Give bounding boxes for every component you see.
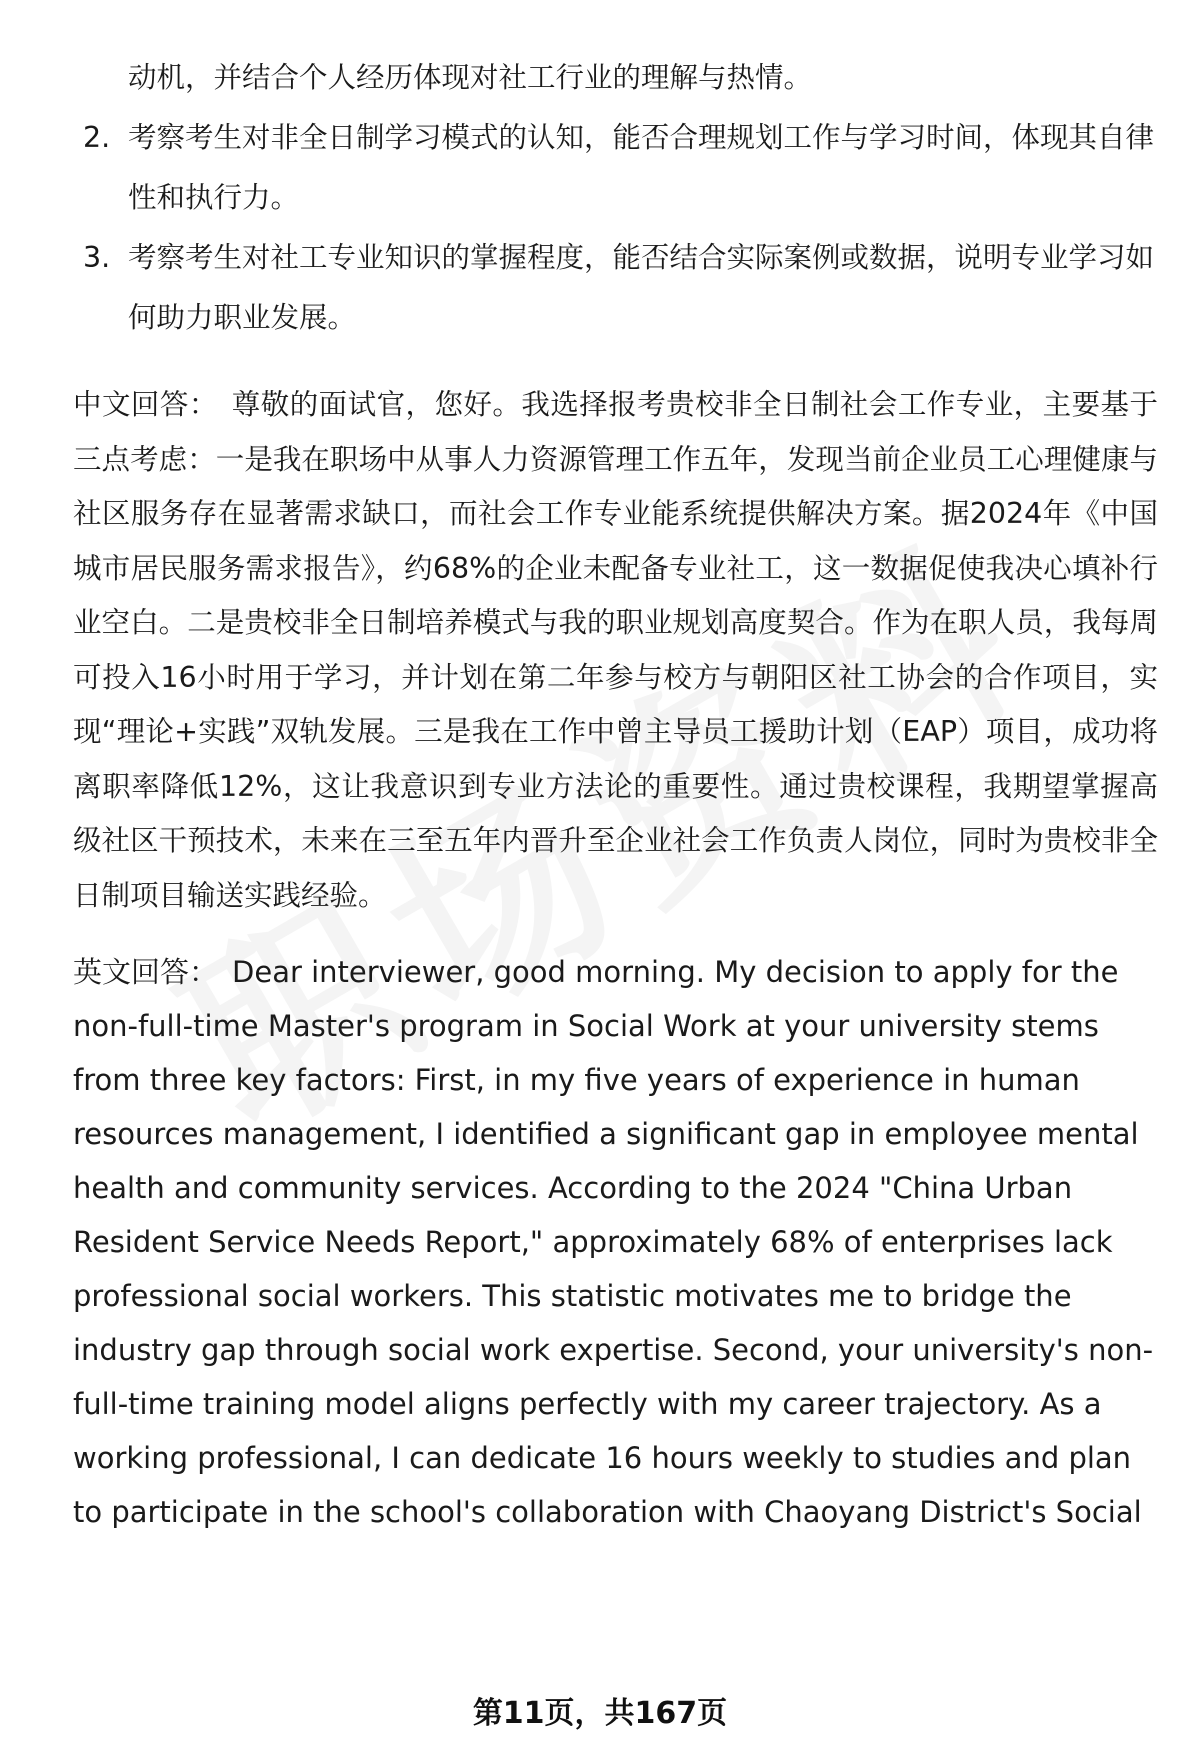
list-item-text: 考察考生对社工专业知识的掌握程度，能否结合实际案例或数据，说明专业学习如何助力职业发展。: [128, 241, 1155, 334]
criteria-continuation: 动机，并结合个人经历体现对社工行业的理解与热情。: [128, 61, 813, 94]
page-number: 第11页，共167页: [472, 1696, 728, 1731]
chinese-answer: [73, 378, 1158, 923]
english-answer-text: Dear interviewer, good morning. My decision to apply for the non-full-time Master's program in Social Work at your university stems from three key factors: First, in my five years of experience in human resources management, I identified a significant gap in employee mental health and community services. According to the 2024 "China Urban Resident Service Needs Report," approximately 68% of enterprises lack professional social workers. This statistic motivates me to bridge the industry gap through social work expertise. Second, your university's non-full-time training model aligns perfectly with my career trajectory. As a working professional, I can dedicate 16 hours weekly to studies and plan to participate in the school's collaboration with Chaoyang District's Social: [73, 955, 1154, 1529]
english-answer: [73, 945, 1158, 1539]
document-page: [73, 48, 1158, 1539]
chinese-answer-text: 尊敬的面试官，您好。我选择报考贵校非全日制社会工作专业，主要基于三点考虑：一是我在职场中从事人力资源管理工作五年，发现当前企业员工心理健康与社区服务存在显著需求缺口，而社会工作专业能系统提供解决方案。据2024年《中国城市居民服务需求报告》，约68%的企业未配备专业社工，这一数据促使我决心填补行业空白。二是贵校非全日制培养模式与我的职业规划高度契合。作为在职人员，我每周可投入16小时用于学习，并计划在第二年参与校方与朝阳区社工协会的合作项目，实现“理论+实践”双轨发展。三是我在工作中曾主导员工援助计划（EAP）项目，成功将离职率降低12%，这让我意识到专业方法论的重要性。通过贵校课程，我期望掌握高级社区干预技术，未来在三至五年内晋升至企业社会工作负责人岗位，同时为贵校非全日制项目输送实践经验。: [73, 388, 1158, 912]
list-item-text: 考察考生对非全日制学习模式的认知，能否合理规划工作与学习时间，体现其自律性和执行力。: [128, 121, 1155, 214]
list-item: [73, 228, 1158, 348]
list-item-number: 3.: [83, 241, 111, 274]
list-item: [73, 108, 1158, 228]
criteria-list: [73, 108, 1158, 348]
chinese-answer-label: 中文回答：: [73, 388, 218, 421]
english-answer-label: 英文回答：: [73, 955, 219, 989]
list-item-number: 2.: [83, 121, 111, 154]
